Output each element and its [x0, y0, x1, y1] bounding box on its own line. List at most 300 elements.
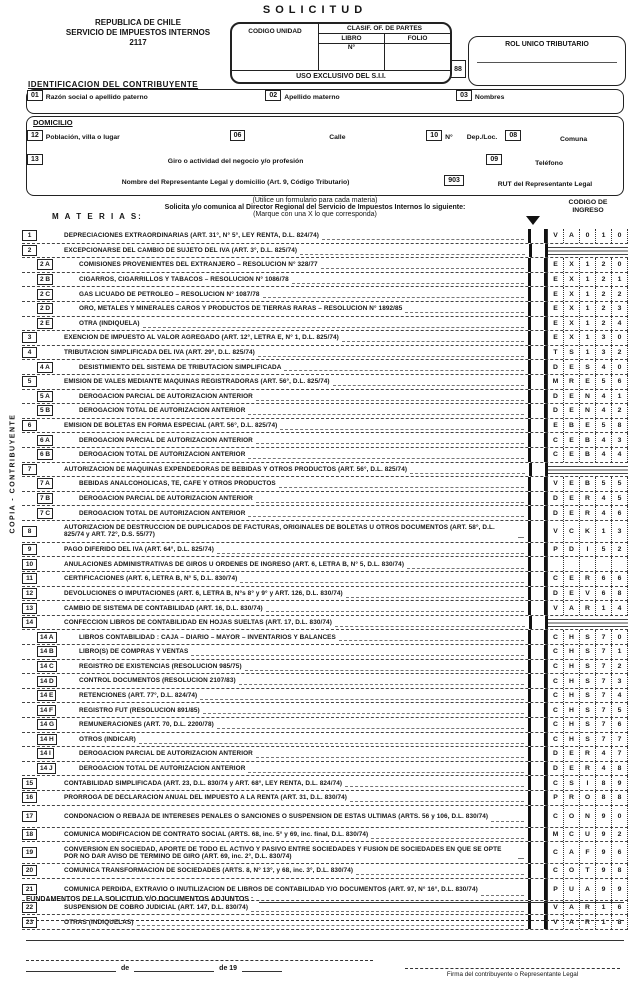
materia-number: 12	[22, 588, 37, 599]
leader-line	[263, 290, 524, 298]
codigo-ingreso-cell: 5	[596, 543, 612, 557]
codigo-ingreso-cell: A	[564, 601, 580, 615]
poblacion-label[interactable]: Población, villa o lugar	[45, 134, 120, 141]
mark-x-cell[interactable]	[528, 828, 547, 842]
giro-label[interactable]: Giro o actividad del negocio y/o profesión	[167, 158, 304, 165]
codigo-ingreso-cell: C	[548, 733, 564, 747]
mark-x-cell[interactable]	[528, 543, 547, 557]
mark-x-cell[interactable]	[528, 776, 547, 790]
codigo-ingreso-cell: S	[580, 360, 596, 374]
codigo-ingreso-cell: 1	[612, 390, 628, 404]
materia-number: 2 C	[37, 289, 53, 300]
codigo-ingreso-cell	[548, 557, 564, 571]
codigo-ingreso-cells	[547, 791, 628, 805]
agency-line1: REPUBLICA DE CHILE	[95, 18, 181, 27]
comuna-label[interactable]: Comuna	[559, 136, 588, 143]
codigo-ingreso-cell: C	[548, 718, 564, 732]
codigo-ingreso-cells	[547, 521, 628, 542]
codigo-ingreso-cell: 4	[596, 390, 612, 404]
codigo-ingreso-cells	[547, 433, 628, 447]
materia-row	[22, 375, 628, 390]
codigo-ingreso-cells	[547, 419, 628, 433]
rut-area	[450, 40, 626, 86]
mark-x-cell[interactable]	[528, 645, 547, 659]
rut-box[interactable]	[468, 36, 626, 86]
materia-number: 5	[22, 376, 37, 387]
field-number-09: 09	[486, 154, 502, 165]
materia-label: CONDONACION O REBAJA DE INTERESES PENALES O SANCIONES O SUSPENSION DE ESTAS ULTIMAS (ARTS. 56 y 106, D.L. 830/74)	[64, 812, 489, 820]
codigo-ingreso-cell: P	[548, 879, 564, 900]
materia-row	[22, 506, 628, 521]
materia-label: CONVERSION EN SOCIEDAD, APORTE DE TODO EL ACTIVO Y PASIVO ENTRE SOCIEDADES Y FUSION DE SOCIEDADES EN QUE SE OPTE POR NO DAR AVISO DE TERMINO DE GIRO (ART. 69, inc. 2°, D.L. 830/74)	[64, 845, 502, 860]
codigo-ingreso-cell	[564, 557, 580, 571]
codigo-ingreso-cell: E	[548, 273, 564, 287]
codigo-ingreso-cell: C	[548, 864, 564, 878]
codigo-ingreso-cells	[547, 733, 628, 747]
codigo-ingreso-cell: 1	[580, 273, 596, 287]
date-row	[26, 962, 356, 972]
materia-number: 14 E	[37, 690, 56, 701]
codigo-ingreso-cells	[547, 915, 628, 929]
codigo-ingreso-cells	[547, 762, 628, 776]
codigo-ingreso-cell: 1	[580, 287, 596, 301]
leader-line	[240, 575, 524, 583]
codigo-ingreso-cell: 8	[612, 864, 628, 878]
field-number-12: 12	[27, 130, 43, 141]
codigo-ingreso-cell: A	[564, 842, 580, 863]
codigo-ingreso-cell: 4	[596, 433, 612, 447]
materias-table	[22, 229, 628, 930]
fundamentos-line-1[interactable]	[26, 920, 624, 921]
leader-line	[339, 633, 524, 641]
materia-number: 14 C	[37, 661, 57, 672]
materia-number: 5 A	[37, 391, 53, 402]
codigo-ingreso-cell: E	[548, 258, 564, 272]
codigo-ingreso-cell: 8	[596, 791, 612, 805]
leader-line	[356, 867, 524, 875]
codigo-ingreso-cell: 7	[596, 660, 612, 674]
codigo-ingreso-cell: C	[548, 842, 564, 863]
leader-line	[321, 261, 524, 269]
materia-label: BEBIDAS ANALCOHOLICAS, TE, CAFE Y OTROS PRODUCTOS	[79, 480, 276, 488]
mark-x-cell[interactable]	[528, 660, 547, 674]
materia-label: TRIBUTACION SIMPLIFICADA DEL IVA (ART. 29°, D.L. 825/74)	[64, 349, 255, 357]
codigo-ingreso-cell: E	[564, 433, 580, 447]
mark-x-cell[interactable]	[529, 244, 548, 258]
codigo-ingreso-cell: 7	[596, 674, 612, 688]
mark-x-cell[interactable]	[528, 674, 547, 688]
codigo-ingreso-cell: 1	[580, 346, 596, 360]
materia-number: 14 A	[37, 632, 57, 643]
materia-label: DEPRECIACIONES EXTRAORDINARIAS (ART. 31°, N° 5°, LEY RENTA, D.L. 824/74)	[64, 232, 320, 240]
mark-x-cell[interactable]	[528, 360, 547, 374]
codigo-ingreso-cells	[547, 404, 628, 418]
leader-line	[405, 305, 524, 313]
materia-row	[22, 492, 628, 507]
codigo-ingreso-cell: 1	[580, 258, 596, 272]
materia-row	[22, 404, 628, 419]
materia-label: REGISTRO DE EXISTENCIAS (RESOLUCION 985/75)	[79, 662, 242, 670]
codigo-ingreso-cell: 4	[612, 448, 628, 462]
codigo-ingreso-cell: 5	[612, 477, 628, 491]
apellido-materno-label[interactable]: Apellido materno	[284, 94, 340, 101]
fundamentos-write-line[interactable]	[259, 894, 624, 903]
codigo-ingreso-cell: N	[580, 806, 596, 827]
codigo-ingreso-cells	[547, 390, 628, 404]
mark-x-cell[interactable]	[528, 733, 547, 747]
mark-x-cell[interactable]	[528, 492, 547, 506]
codigo-ingreso-cell: 0	[612, 331, 628, 345]
uso-exclusivo-label: USO EXCLUSIVO DEL S.I.I.	[232, 70, 450, 82]
codigo-ingreso-cell: D	[548, 492, 564, 506]
materia-number: 2 B	[37, 274, 53, 285]
codigo-ingreso-cells	[547, 674, 628, 688]
materia-label: COMUNICA TRANSFORMACION DE SOCIEDADES (ARTS. 8, N° 13°, y 68, inc. 3°, D.L. 830/74)	[64, 867, 354, 875]
mark-x-cell[interactable]	[528, 331, 547, 345]
codigo-ingreso-cell: 8	[612, 419, 628, 433]
codigo-ingreso-cell: E	[564, 587, 580, 601]
codigo-ingreso-cell: 8	[612, 791, 628, 805]
codigo-ingreso-cells	[547, 864, 628, 878]
representante-label[interactable]: Nombre del Representante Legal y domicilio (Art. 9, Código Tributario)	[121, 179, 350, 186]
mark-x-cell[interactable]	[528, 791, 547, 805]
codigo-ingreso-cell: 4	[612, 601, 628, 615]
mark-x-cell[interactable]	[529, 616, 548, 630]
codigo-ingreso-cell: 2	[612, 543, 628, 557]
sii-office-box	[230, 22, 452, 84]
codigo-ingreso-header	[548, 199, 628, 215]
codigo-ingreso-cell: N	[580, 404, 596, 418]
signature-line[interactable]	[405, 958, 620, 969]
codigo-ingreso-cell: C	[548, 660, 564, 674]
materia-row	[22, 718, 628, 733]
calle-label[interactable]: Calle	[329, 134, 346, 141]
mark-x-cell[interactable]	[528, 557, 547, 571]
codigo-ingreso-cell: H	[564, 660, 580, 674]
materia-row	[22, 419, 628, 434]
domicilio-box	[26, 116, 624, 196]
mark-x-cell[interactable]	[528, 762, 547, 776]
leader-line	[279, 480, 524, 488]
codigo-ingreso-cell: R	[564, 791, 580, 805]
codigo-ingreso-cell: 9	[596, 879, 612, 900]
rut-representante-label[interactable]: RUT del Representante Legal	[497, 181, 593, 188]
codigo-ingreso-cell: 2	[596, 258, 612, 272]
telefono-label[interactable]: Teléfono	[535, 160, 563, 167]
materia-number: 18	[22, 829, 37, 840]
codigo-ingreso-cell: C	[548, 806, 564, 827]
codigo-ingreso-cell: X	[564, 258, 580, 272]
codigo-ingreso-cell: 9	[612, 879, 628, 900]
codigo-ingreso-cell: E	[564, 477, 580, 491]
leader-line	[335, 618, 525, 626]
codigo-ingreso-cell	[596, 557, 612, 571]
mark-x-cell[interactable]	[528, 404, 547, 418]
codigo-ingreso-cells	[547, 229, 628, 243]
codigo-ingreso-cell: H	[564, 674, 580, 688]
codigo-ingreso-cell: E	[580, 419, 596, 433]
materia-row	[22, 331, 628, 346]
razon-social-label[interactable]: Razón social o apellido paterno	[45, 94, 148, 101]
mark-x-cell[interactable]	[528, 375, 547, 389]
codigo-ingreso-cell: 6	[596, 587, 612, 601]
codigo-hatched-area	[548, 246, 628, 256]
materia-number: 4 A	[37, 362, 53, 373]
leader-line	[248, 764, 524, 772]
codigo-ingreso-cell: A	[564, 229, 580, 243]
materia-number: 10	[22, 559, 37, 570]
date-connector-1: de	[121, 965, 130, 972]
nombres-label[interactable]: Nombres	[474, 94, 505, 101]
codigo-ingreso-cells	[547, 317, 628, 331]
codigo-ingreso-cell: 2	[612, 404, 628, 418]
materia-number: 5 B	[37, 405, 53, 416]
materia-label: DEROGACION TOTAL DE AUTORIZACION ANTERIOR	[79, 509, 246, 517]
codigo-ingreso-cell: X	[564, 302, 580, 316]
codigo-ingreso-cell: E	[564, 506, 580, 520]
mark-x-cell[interactable]	[528, 915, 547, 929]
codigo-ingreso-cell: V	[548, 477, 564, 491]
codigo-ingreso-cell: 7	[596, 703, 612, 717]
dep-loc-label[interactable]: Dep./Loc.	[466, 134, 498, 141]
leader-line	[258, 348, 524, 356]
codigo-ingreso-cell: R	[564, 375, 580, 389]
materia-label: DEROGACION TOTAL DE AUTORIZACION ANTERIOR	[79, 765, 246, 773]
mark-x-cell[interactable]	[528, 630, 547, 644]
codigo-ingreso-cell: 8	[612, 762, 628, 776]
mark-x-cell[interactable]	[528, 718, 547, 732]
materia-number: 2 E	[37, 318, 53, 329]
materia-label: CONTABILIDAD SIMPLIFICADA (ART. 23, D.L. 830/74 y ART. 68°, LEY RENTA, D.L. 824/74)	[64, 779, 343, 787]
mark-x-cell[interactable]	[528, 806, 547, 827]
mark-x-cell[interactable]	[528, 864, 547, 878]
codigo-ingreso-cells	[547, 331, 628, 345]
date-connector-2: de 19	[219, 965, 238, 972]
materia-row	[22, 448, 628, 463]
materia-label: COMISIONES PROVENIENTES DEL EXTRANJERO – RESOLUCION N° 328/77	[79, 261, 318, 269]
mark-x-cell[interactable]	[528, 601, 547, 615]
folio-cell[interactable]	[385, 44, 450, 70]
codigo-ingreso-cell: 2	[612, 660, 628, 674]
materia-row	[22, 258, 628, 273]
codigo-ingreso-cells	[547, 557, 628, 571]
mark-x-cell[interactable]	[528, 302, 547, 316]
materia-number: 21	[22, 884, 37, 895]
date-year-blank[interactable]	[242, 962, 282, 972]
codigo-ingreso-cell: H	[564, 718, 580, 732]
materia-number: 14 G	[37, 719, 57, 730]
mark-x-cell[interactable]	[528, 521, 547, 542]
codigo-ingreso-cell: 8	[596, 776, 612, 790]
mark-x-cell[interactable]	[528, 287, 547, 301]
codigo-ingreso-cell: 6	[612, 506, 628, 520]
leader-line	[217, 721, 524, 729]
materia-label: ANULACIONES ADMINISTRATIVAS DE GIROS U ORDENES DE INGRESO (ART. 6, LETRA B, N° 5, D.L. 830/74)	[64, 560, 405, 568]
materia-label: PRORROGA DE DECLARACION ANUAL DEL IMPUESTO A LA RENTA (ART. 31, D.L. 830/74)	[64, 794, 348, 802]
mark-x-cell[interactable]	[528, 506, 547, 520]
fundamentos-label: FUNDAMENTOS DE LA SOLICITUD Y/O DOCUMENTOS ADJUNTOS :	[26, 896, 254, 903]
fundamentos-line-3[interactable]	[26, 960, 373, 961]
materia-row	[22, 287, 628, 302]
mark-x-cell[interactable]	[528, 572, 547, 586]
mark-x-cell[interactable]	[528, 448, 547, 462]
leader-line	[342, 334, 524, 342]
materia-number: 11	[22, 573, 37, 584]
mark-x-cell[interactable]	[528, 258, 547, 272]
codigo-ingreso-cell: R	[580, 747, 596, 761]
field-number-08: 08	[505, 130, 521, 141]
mark-x-cell[interactable]	[528, 419, 547, 433]
instruction-sub: (Marque con una X lo que corresponda)	[253, 211, 377, 218]
materia-number: 14 F	[37, 705, 56, 716]
materia-row	[22, 747, 628, 762]
codigo-ingreso-cell: 5	[596, 375, 612, 389]
mark-x-cell[interactable]	[528, 390, 547, 404]
field-number-903: 903	[444, 175, 464, 186]
mark-x-cell[interactable]	[528, 229, 547, 243]
codigo-ingreso-cell: O	[580, 791, 596, 805]
mark-x-cell[interactable]	[528, 703, 547, 717]
codigo-ingreso-cells	[547, 601, 628, 615]
materia-row	[22, 587, 628, 602]
codigo-ingreso-cell: 6	[596, 572, 612, 586]
codigo-ingreso-cell: C	[564, 521, 580, 542]
codigo-ingreso-cell: X	[564, 273, 580, 287]
materia-row	[22, 806, 628, 828]
codigo-ingreso-cell: H	[564, 689, 580, 703]
folio-label: FOLIO	[407, 35, 428, 42]
codigo-ingreso-cells	[547, 747, 628, 761]
materia-number: 14 I	[37, 748, 54, 759]
leader-line	[143, 319, 524, 327]
codigo-ingreso-cell: S	[580, 660, 596, 674]
codigo-ingreso-cell: E	[548, 419, 564, 433]
materia-number: 22	[22, 902, 37, 913]
codigo-ingreso-cells	[547, 543, 628, 557]
codigo-ingreso-cell: O	[564, 864, 580, 878]
codigo-ingreso-cell: 7	[596, 645, 612, 659]
codigo-ingreso-cells	[547, 477, 628, 491]
materia-label: CERTIFICACIONES (ART. 6, LETRA B, N° 5, D.L. 830/74)	[64, 575, 238, 583]
form-title: SOLICITUD	[262, 4, 368, 16]
leader-line	[251, 903, 524, 911]
materia-number: 14	[22, 617, 37, 628]
leader-line	[256, 436, 524, 444]
materia-label: CIGARROS, CIGARRILLOS Y TABACOS – RESOLUCION N° 1086/78	[79, 276, 289, 284]
codigo-ingreso-cell: N	[580, 390, 596, 404]
codigo-ingreso-cell: 1	[596, 601, 612, 615]
mark-x-cell[interactable]	[528, 477, 547, 491]
materia-number: 2 D	[37, 303, 53, 314]
codigo-ingreso-cell: S	[580, 733, 596, 747]
identificacion-row	[26, 89, 624, 114]
codigo-ingreso-cell: A	[564, 901, 580, 915]
rut-write-line[interactable]	[477, 62, 617, 63]
materia-label: LIBROS CONTABILIDAD : CAJA – DIARIO – MAYOR – INVENTARIOS Y BALANCES	[79, 633, 336, 641]
codigo-ingreso-cell: 4	[596, 492, 612, 506]
materia-row	[22, 828, 628, 843]
materia-label: DEROGACION PARCIAL DE AUTORIZACION ANTERIOR	[79, 392, 253, 400]
codigo-ingreso-cell: 3	[596, 346, 612, 360]
instruction-main: Solicita y/o comunica al Director Regional del Servicio de Impuestos Internos lo siguiente:	[164, 204, 466, 211]
materia-label: AUTORIZACION DE MAQUINAS EXPENDEDORAS DE BEBIDAS Y OTROS PRODUCTOS (ART. 56°, D.L. 825/74)	[64, 465, 408, 473]
mark-x-cell[interactable]	[529, 463, 548, 477]
codigo-ingreso-cells	[547, 718, 628, 732]
codigo-ingreso-cell: X	[564, 287, 580, 301]
codigo-ingreso-cell: 6	[612, 375, 628, 389]
codigo-ingreso-cell: E	[564, 572, 580, 586]
codigo-ingreso-cell: R	[580, 492, 596, 506]
mark-x-cell[interactable]	[528, 587, 547, 601]
codigo-ingreso-cell: E	[548, 317, 564, 331]
codigo-ingreso-cell: 0	[612, 258, 628, 272]
date-day-blank[interactable]	[26, 962, 116, 972]
codigo-ingreso-cell: D	[548, 404, 564, 418]
mark-x-cell[interactable]	[528, 346, 547, 360]
materia-number: 6 A	[37, 435, 53, 446]
codigo-ingreso-cell: 0	[612, 806, 628, 827]
materia-number: 14 B	[37, 646, 57, 657]
codigo-ingreso-cells	[547, 572, 628, 586]
materia-row	[22, 791, 628, 806]
materia-row	[22, 360, 628, 375]
leader-line	[410, 465, 525, 473]
x-column-marker-icon	[526, 216, 540, 225]
materia-row	[22, 864, 628, 879]
codigo-ingreso-cell: R	[580, 506, 596, 520]
numero-calle-label[interactable]: N°	[445, 134, 453, 141]
materia-number: 14 D	[37, 676, 57, 687]
mark-x-cell[interactable]	[528, 747, 547, 761]
leader-line	[345, 779, 524, 787]
codigo-ingreso-cell: C	[548, 776, 564, 790]
materia-label: EXENCION DE IMPUESTO AL VALOR AGREGADO (ART. 12°, LETRA E, N° 1, D.L. 825/74)	[64, 334, 339, 342]
codigo-ingreso-cell: 6	[612, 718, 628, 732]
materia-label: EXCEPCIONARSE DEL CAMBIO DE SUJETO DEL IVA (ART. 3°, D.L. 825/74)	[64, 246, 298, 254]
leader-line	[518, 846, 524, 859]
mark-x-cell[interactable]	[528, 689, 547, 703]
codigo-ingreso-cell: U	[564, 879, 580, 900]
codigo-ingreso-cells	[547, 630, 628, 644]
materia-label: COMUNICA MODIFICACION DE CONTRATO SOCIAL (ARTS. 68, inc. 5° y 69, inc. final, D.L. 830/74)	[64, 830, 369, 838]
codigo-ingreso-cell: E	[564, 390, 580, 404]
materia-number: 14 H	[37, 734, 57, 745]
leader-line	[266, 604, 524, 612]
codigo-ingreso-cell: C	[548, 645, 564, 659]
codigo-ingreso-cell: 7	[596, 733, 612, 747]
materia-row	[22, 645, 628, 660]
numero-label[interactable]: N°	[319, 44, 385, 70]
fundamentos-line-2[interactable]	[26, 940, 624, 941]
codigo-ingreso-line2: INGRESO	[572, 207, 604, 215]
codigo-ingreso-cell: 4	[612, 689, 628, 703]
codigo-ingreso-cell: 8	[612, 587, 628, 601]
materia-row	[22, 543, 628, 558]
codigo-ingreso-cell: 0	[612, 360, 628, 374]
materia-number: 7	[22, 464, 37, 475]
date-month-blank[interactable]	[134, 962, 214, 972]
codigo-ingreso-cell: V	[548, 915, 564, 929]
codigo-ingreso-cell: 9	[596, 842, 612, 863]
codigo-ingreso-cell: T	[548, 346, 564, 360]
mark-x-cell[interactable]	[528, 842, 547, 863]
mark-x-cell[interactable]	[528, 273, 547, 287]
mark-x-cell[interactable]	[528, 433, 547, 447]
codigo-unidad-cell[interactable]: CODIGO UNIDAD	[232, 24, 319, 70]
materia-number: 7 C	[37, 508, 53, 519]
materia-row	[22, 733, 628, 748]
mark-x-cell[interactable]	[528, 317, 547, 331]
